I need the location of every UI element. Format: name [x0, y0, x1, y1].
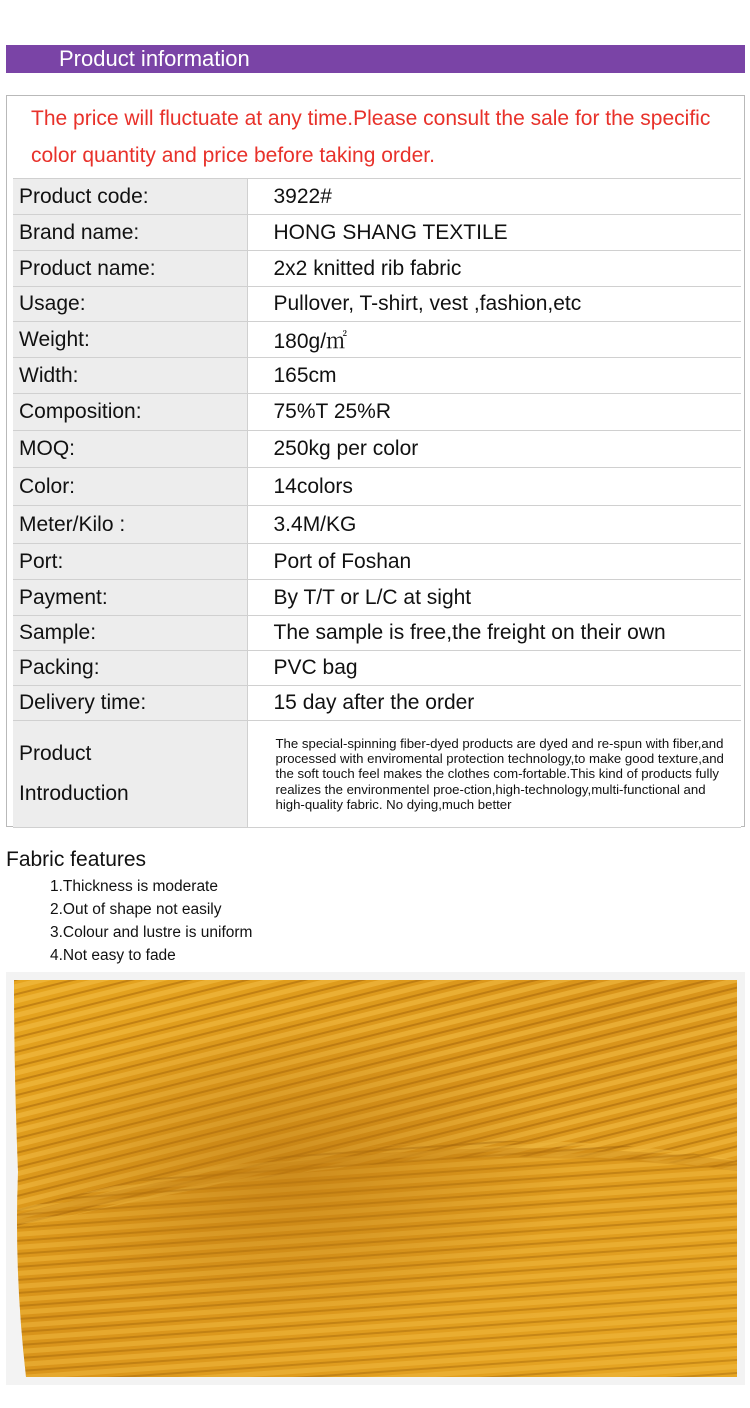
spec-label: Product name: — [13, 251, 247, 287]
introduction-label-line1: Product — [19, 742, 92, 765]
fabric-photo — [6, 972, 745, 1385]
spec-value: PVC bag — [247, 651, 741, 686]
feature-item: 3.Colour and lustre is uniform — [50, 924, 253, 941]
section-title: Product information — [59, 46, 250, 71]
spec-row — [13, 616, 741, 651]
spec-value: HONG SHANG TEXTILE — [247, 215, 741, 251]
spec-value: 2x2 knitted rib fabric — [247, 251, 741, 287]
spec-label: Meter/Kilo : — [13, 506, 247, 544]
feature-item: 1.Thickness is moderate — [50, 878, 218, 895]
spec-row — [13, 287, 741, 322]
introduction-row — [13, 721, 741, 828]
spec-label: Usage: — [13, 287, 247, 322]
spec-label: Brand name: — [13, 215, 247, 251]
spec-label: Port: — [13, 544, 247, 580]
spec-value: 250kg per color — [247, 431, 741, 468]
spec-label: Delivery time: — [13, 686, 247, 721]
fabric-rib-image — [6, 972, 745, 1385]
spec-value: By T/T or L/C at sight — [247, 580, 741, 616]
spec-label: Payment: — [13, 580, 247, 616]
section-banner — [6, 45, 745, 73]
spec-label: Packing: — [13, 651, 247, 686]
spec-row — [13, 394, 741, 431]
spec-value: 15 day after the order — [247, 686, 741, 721]
spec-value: Pullover, T-shirt, vest ,fashion,etc — [247, 287, 741, 322]
spec-label: Sample: — [13, 616, 247, 651]
spec-row — [13, 544, 741, 580]
spec-row — [13, 215, 741, 251]
spec-row — [13, 322, 741, 358]
spec-value: The sample is free,the freight on their own — [247, 616, 741, 651]
spec-row — [13, 651, 741, 686]
spec-label: Width: — [13, 358, 247, 394]
feature-item: 2.Out of shape not easily — [50, 901, 222, 918]
spec-label: Weight: — [13, 322, 247, 358]
spec-table — [13, 178, 741, 828]
spec-label: Color: — [13, 468, 247, 506]
spec-row — [13, 358, 741, 394]
spec-label: MOQ: — [13, 431, 247, 468]
product-info-card — [6, 95, 745, 827]
feature-item: 4.Not easy to fade — [50, 947, 176, 964]
spec-row — [13, 468, 741, 506]
introduction-label-line2: Introduction — [19, 782, 129, 805]
price-notice: The price will fluctuate at any time.Please consult the sale for the specific color quantity and price before taking order. — [31, 107, 711, 167]
spec-value: 14colors — [247, 468, 741, 506]
introduction-text: The special-spinning fiber-dyed products are dyed and re-spun with fiber,and processed with enviromental protection technology,to make good texture,and the soft touch feel makes the clothes com-fortable.This kind of products fully realizes the environmentel proe-ction,high-technology,multi-functional and high-quality fabric. No dying,much better — [247, 721, 741, 828]
spec-value: 75%T 25%R — [247, 394, 741, 431]
spec-value: Port of Foshan — [247, 544, 741, 580]
spec-row — [13, 179, 741, 215]
spec-value: 165cm — [247, 358, 741, 394]
spec-value: 180g/㎡ — [247, 322, 741, 358]
features-title: Fabric features — [6, 848, 147, 871]
spec-row — [13, 251, 741, 287]
spec-row — [13, 431, 741, 468]
spec-label: Composition: — [13, 394, 247, 431]
spec-value: 3.4M/KG — [247, 506, 741, 544]
spec-row — [13, 506, 741, 544]
spec-label: Product code: — [13, 179, 247, 215]
spec-row — [13, 580, 741, 616]
spec-row — [13, 686, 741, 721]
features-list — [50, 875, 252, 967]
spec-value: 3922# — [247, 179, 741, 215]
introduction-label — [13, 721, 247, 828]
